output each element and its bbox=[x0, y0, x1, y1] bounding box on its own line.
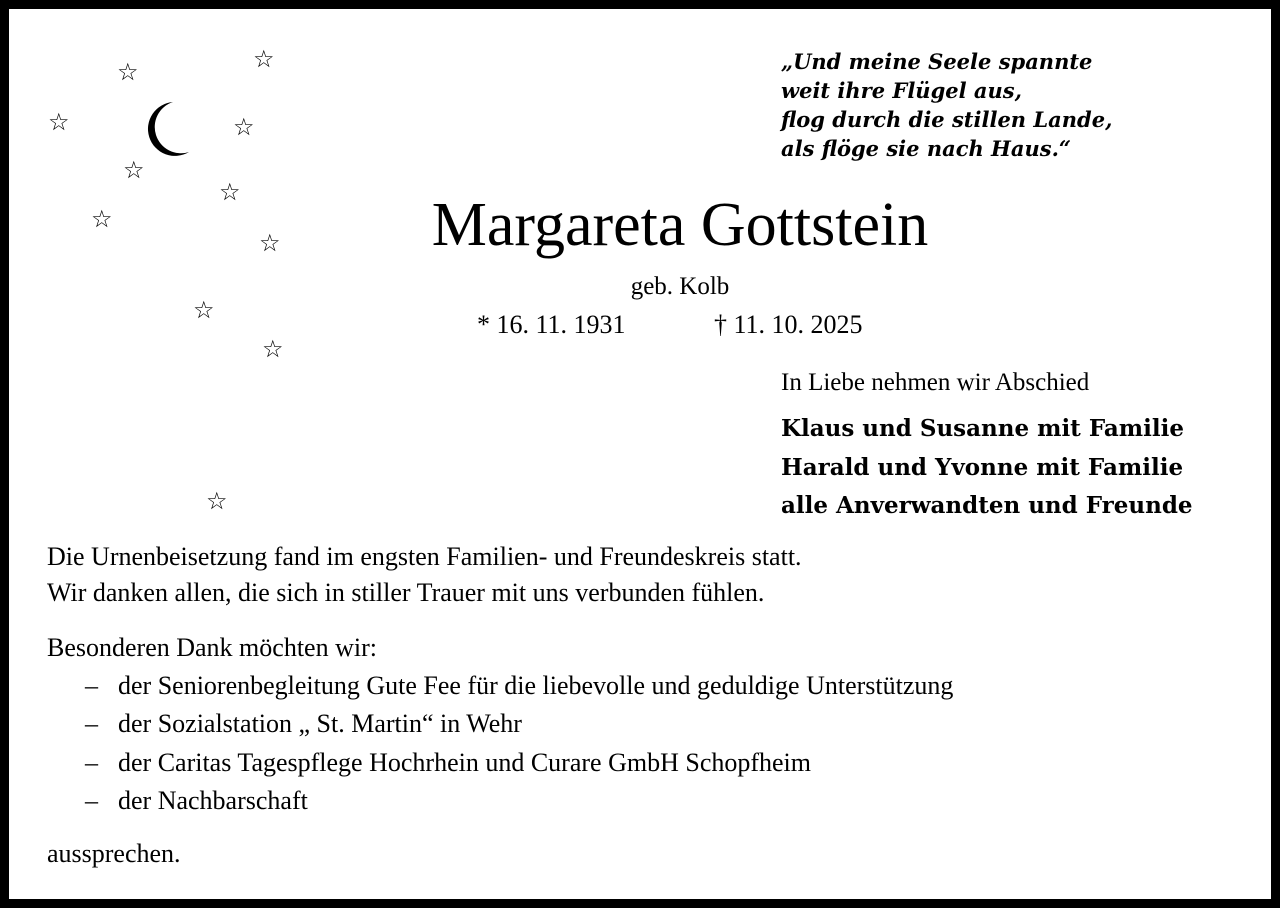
quote-line: weit ihre Flügel aus, bbox=[781, 78, 1022, 103]
mourners-list bbox=[781, 410, 1193, 526]
star-icon: ☆ bbox=[91, 205, 113, 233]
farewell-intro: In Liebe nehmen wir Abschied bbox=[781, 369, 1090, 396]
mourner-name: alle Anverwandten und Freunde bbox=[781, 492, 1193, 519]
star-icon: ☆ bbox=[262, 335, 284, 363]
dash-bullet: – bbox=[85, 671, 98, 700]
star-icon: ☆ bbox=[259, 229, 281, 257]
list-item-text: der Nachbarschaft bbox=[118, 785, 308, 815]
list-item-text: der Seniorenbegleitung Gute Fee für die liebevolle und geduldige Unterstützung bbox=[118, 671, 954, 700]
list-item-text: der Caritas Tagespflege Hochrhein und Curare GmbH Schopfheim bbox=[118, 747, 811, 777]
star-icon: ☆ bbox=[123, 156, 145, 184]
dash-bullet: – bbox=[85, 709, 98, 739]
list-item bbox=[85, 667, 953, 705]
notice-paragraph bbox=[47, 539, 802, 611]
closing-text: aussprechen. bbox=[47, 839, 181, 868]
star-icon: ☆ bbox=[233, 113, 255, 141]
thanks-all-text: Wir danken allen, die sich in stiller Trauer mit uns verbunden fühlen. bbox=[47, 578, 765, 607]
burial-text: Die Urnenbeisetzung fand im engsten Familien- und Freundeskreis statt. bbox=[47, 542, 802, 571]
star-icon: ☆ bbox=[117, 58, 139, 86]
quote-line: flog durch die stillen Lande, bbox=[781, 107, 1113, 132]
special-thanks-list bbox=[85, 667, 953, 820]
death-date: † 11. 10. 2025 bbox=[714, 310, 863, 339]
list-item bbox=[85, 744, 953, 782]
special-thanks-intro: Besonderen Dank möchten wir: bbox=[47, 633, 377, 662]
star-icon: ☆ bbox=[219, 178, 241, 206]
quote-line: „Und meine Seele spannte bbox=[781, 49, 1093, 74]
mourner-name: Harald und Yvonne mit Familie bbox=[781, 453, 1184, 481]
poem-quote bbox=[781, 47, 1112, 163]
list-item bbox=[85, 705, 953, 743]
birth-name: geb. Kolb bbox=[630, 273, 730, 300]
dash-bullet: – bbox=[85, 785, 98, 815]
quote-line: als flöge sie nach Haus.“ bbox=[781, 136, 1071, 161]
star-icon: ☆ bbox=[206, 487, 228, 515]
star-icon: ☆ bbox=[193, 296, 215, 324]
crescent-moon-icon bbox=[143, 100, 191, 158]
list-item bbox=[85, 782, 953, 820]
list-item-text: der Sozialstation „ St. Martin“ in Wehr bbox=[118, 709, 522, 739]
birth-date: * 16. 11. 1931 bbox=[477, 310, 626, 339]
mourner-name: Klaus und Susanne mit Familie bbox=[781, 415, 1184, 442]
star-icon: ☆ bbox=[253, 45, 275, 73]
dash-bullet: – bbox=[85, 747, 98, 777]
star-icon: ☆ bbox=[48, 108, 70, 136]
deceased-name: Margareta Gottstein bbox=[431, 191, 929, 259]
